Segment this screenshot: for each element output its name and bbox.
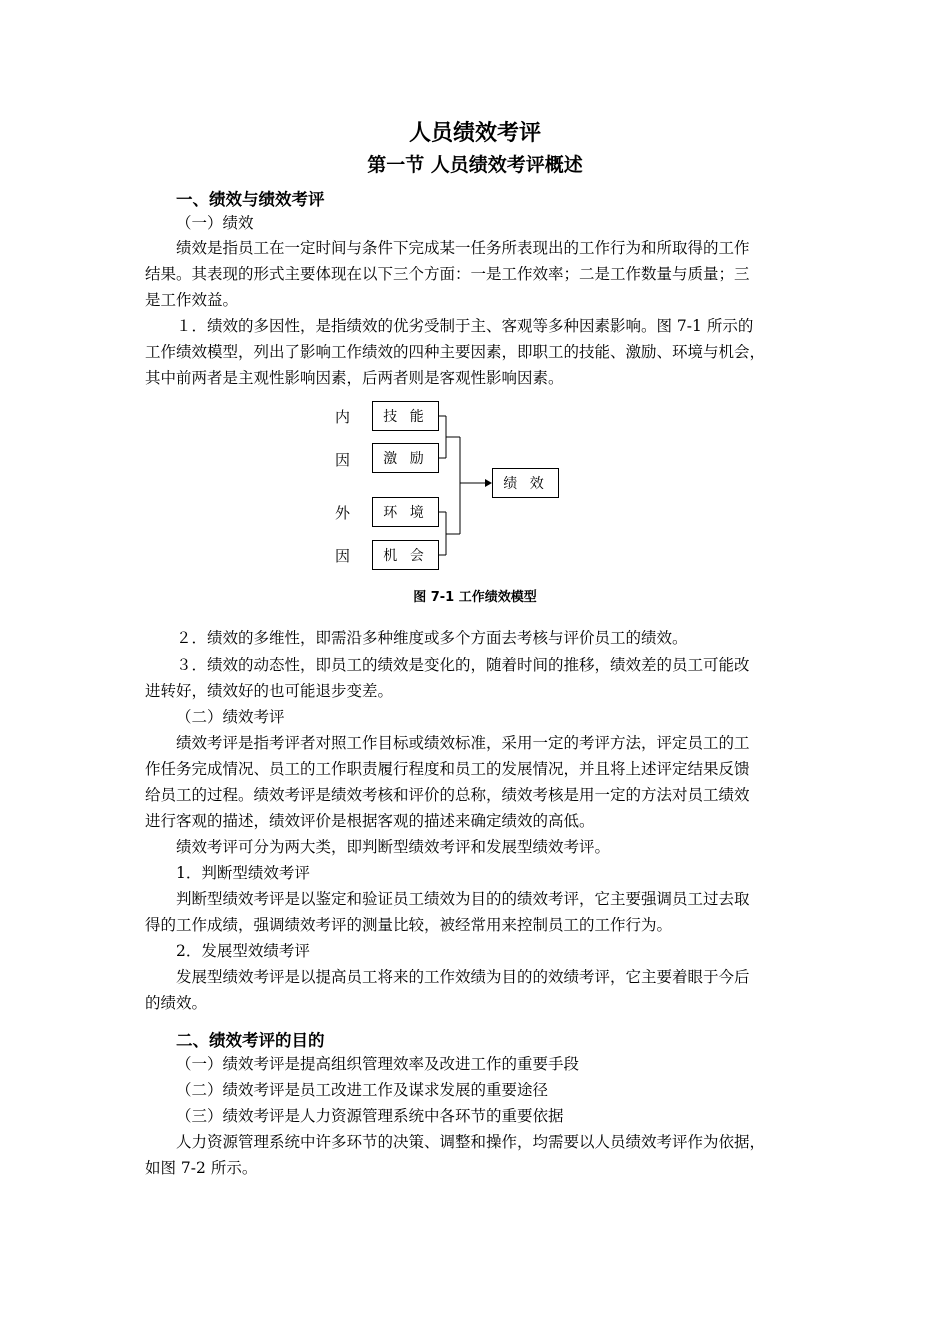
paragraph-line: 发展型绩效考评是以提高员工将来的工作效绩为目的的效绩考评，它主要着眼于今后 (176, 968, 750, 986)
factor-box-environment: 环 境 (372, 497, 439, 527)
paragraph-line: 是工作效益。 (145, 291, 239, 309)
paragraph-line: 给员工的过程。绩效考评是绩效考核和评价的总称，绩效考核是用一定的方法对员工绩效 (145, 786, 750, 804)
subheading-performance-appraisal: （二）绩效考评 (176, 708, 285, 726)
paragraph-line: 进行客观的描述，绩效评价是根据客观的描述来确定绩效的高低。 (145, 812, 595, 830)
side-label-external-2: 因 (335, 547, 351, 565)
figure-connector-lines (0, 0, 950, 620)
factor-box-skill: 技 能 (372, 401, 439, 431)
paragraph-line: 人力资源管理系统中许多环节的决策、调整和操作，均需要以人员绩效考评作为依据， (176, 1133, 766, 1151)
paragraph-line: 如图 7-2 所示。 (145, 1159, 258, 1177)
document-title: 人员绩效考评 (408, 121, 541, 146)
factor-box-motivation: 激 励 (372, 443, 439, 473)
result-box-performance: 绩 效 (492, 468, 559, 498)
paragraph-line: 其中前两者是主观性影响因素，后两者则是客观性影响因素。 (145, 369, 564, 387)
side-label-external-1: 外 (335, 504, 351, 522)
paragraph-line: 绩效是指员工在一定时间与条件下完成某一任务所表现出的工作行为和所取得的工作 (176, 239, 750, 257)
paragraph-line: ２．绩效的多维性，即需沿多种维度或多个方面去考核与评价员工的绩效。 (176, 629, 688, 647)
side-label-internal-1: 内 (335, 408, 351, 426)
list-item-developmental: 2．发展型效绩考评 (176, 942, 310, 960)
paragraph-line: 工作绩效模型，列出了影响工作绩效的四种主要因素，即职工的技能、激励、环境与机会， (145, 343, 766, 361)
paragraph-line: １．绩效的多因性，是指绩效的优劣受制于主、客观等多种因素影响。图 7-1 所示的 (176, 317, 754, 335)
paragraph-line: 判断型绩效考评是以鉴定和验证员工绩效为目的的绩效考评，它主要强调员工过去取 (176, 890, 750, 908)
paragraph-line: 绩效考评是指考评者对照工作目标或绩效标准，采用一定的考评方法，评定员工的工 (176, 734, 750, 752)
purpose-item-1: （一）绩效考评是提高组织管理效率及改进工作的重要手段 (176, 1055, 580, 1073)
paragraph-line: ３．绩效的动态性，即员工的绩效是变化的，随着时间的推移，绩效差的员工可能改 (176, 656, 750, 674)
paragraph-line: 结果。其表现的形式主要体现在以下三个方面：一是工作效率；二是工作数量与质量；三 (145, 265, 750, 283)
purpose-item-2: （二）绩效考评是员工改进工作及谋求发展的重要途径 (176, 1081, 549, 1099)
paragraph-line: 得的工作成绩，强调绩效考评的测量比较，被经常用来控制员工的工作行为。 (145, 916, 673, 934)
section-title: 第一节 人员绩效考评概述 (367, 154, 583, 176)
side-label-internal-2: 因 (335, 451, 351, 469)
part1-heading: 一、绩效与绩效考评 (176, 190, 325, 209)
subheading-performance: （一）绩效 (176, 214, 254, 232)
list-item-judgmental: 1．判断型绩效考评 (176, 864, 310, 882)
figure-caption: 图 7-1 工作绩效模型 (413, 590, 537, 605)
paragraph-line: 的绩效。 (145, 994, 208, 1012)
paragraph-line: 绩效考评可分为两大类，即判断型绩效考评和发展型绩效考评。 (176, 838, 611, 856)
purpose-item-3: （三）绩效考评是人力资源管理系统中各环节的重要依据 (176, 1107, 564, 1125)
paragraph-line: 作任务完成情况、员工的工作职责履行程度和员工的发展情况，并且将上述评定结果反馈 (145, 760, 750, 778)
paragraph-line: 进转好，绩效好的也可能退步变差。 (145, 682, 394, 700)
factor-box-opportunity: 机 会 (372, 540, 439, 570)
part2-heading: 二、绩效考评的目的 (176, 1031, 325, 1050)
